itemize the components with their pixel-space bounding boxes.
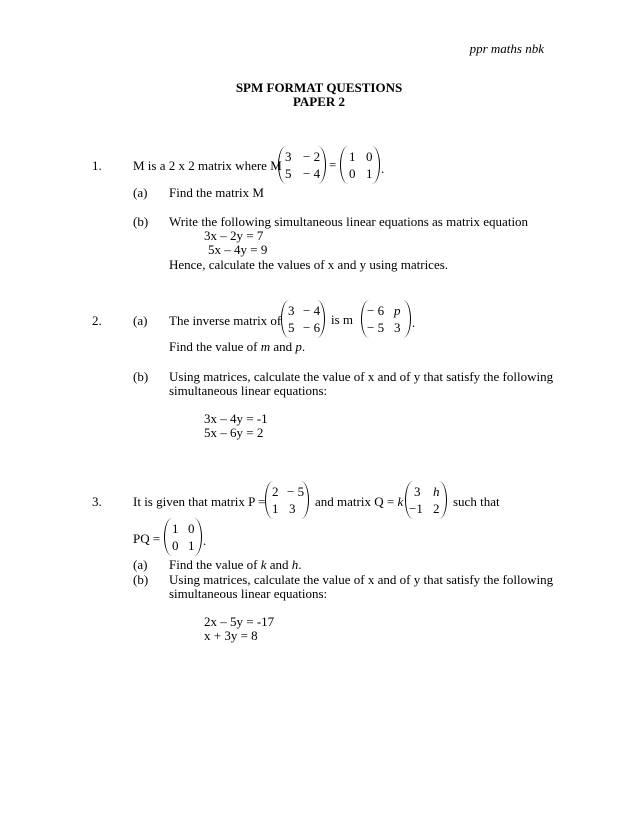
matrix-cell: − 6 (303, 320, 321, 335)
matrix-cell: 3 (289, 501, 296, 516)
q1-b-hence: Hence, calculate the values of x and y using matrices. (169, 257, 449, 272)
matrix-cell: 1 (172, 521, 179, 536)
q2-a-label: (a) (133, 313, 148, 328)
matrix-cell: 3 (288, 303, 295, 318)
matrix-cell: 0 (349, 166, 356, 181)
matrix-cell: 3 (414, 484, 421, 499)
q3-stem: It is given that matrix P = (133, 494, 266, 509)
q3-equation-2: x + 3y = 8 (204, 628, 258, 643)
q3-a-text-pre: Find the value of (169, 557, 261, 572)
matrix-cell: 3 (285, 149, 292, 164)
matrix-cell: − 6 (367, 303, 385, 318)
q3-stem-mid (315, 494, 403, 510)
q3-b-label: (b) (133, 572, 149, 587)
q3-var-k: k (397, 494, 404, 509)
matrix-cell: −1 (409, 501, 423, 516)
q3-b-line2: simultaneous linear equations: (169, 586, 328, 601)
q3-stem-mid-text: and matrix Q = (315, 494, 398, 509)
doc-title: SPM FORMAT QUESTIONS (235, 80, 403, 95)
q3-a-var-h: h (291, 557, 299, 572)
q3-identity-matrix (164, 518, 202, 556)
matrix-cell: 1 (349, 149, 356, 164)
q1-b-label: (b) (133, 214, 149, 229)
q1-equation-1: 3x – 2y = 7 (204, 228, 264, 243)
q3-number: 3. (92, 494, 102, 509)
q2-find-text: Find the value of (169, 339, 261, 354)
matrix-cell: 5 (285, 166, 292, 181)
matrix-cell: 5 (288, 320, 295, 335)
q3-pq-label: PQ = (133, 531, 161, 546)
matrix-cell: 0 (366, 149, 373, 164)
q3-a-var-k: k (260, 557, 267, 572)
q2-b-label: (b) (133, 369, 149, 384)
q2-var-p: p (295, 339, 302, 354)
q2-a-text: The inverse matrix of (169, 313, 282, 328)
doc-subtitle: PAPER 2 (292, 94, 346, 109)
q3-end: . (203, 533, 207, 548)
q2-matrix-b (361, 300, 411, 338)
matrix-cell: − 5 (367, 320, 385, 335)
matrix-cell: 0 (172, 538, 179, 553)
matrix-cell: 0 (188, 521, 195, 536)
q3-b-line1: Using matrices, calculate the value of x and of y that satisfy the following (169, 572, 554, 587)
q2-equation-2: 5x – 6y = 2 (204, 425, 264, 440)
matrix-cell: 3 (394, 320, 401, 335)
q2-a-mid: is m (331, 312, 354, 327)
q3-a-dot: . (298, 557, 302, 572)
matrix-cell: − 4 (303, 303, 321, 318)
matrix-cell: 2 (272, 484, 279, 499)
q1-stem: M is a 2 x 2 matrix where M (133, 158, 282, 173)
matrix-cell: 1 (366, 166, 373, 181)
q2-equation-1: 3x – 4y = -1 (204, 411, 268, 426)
q1-identity-matrix (340, 146, 380, 184)
q1-matrix-a (278, 146, 326, 184)
matrix-cell: 1 (272, 501, 279, 516)
q2-and: and (270, 339, 296, 354)
matrix-cell: − 2 (303, 149, 321, 164)
q3-matrix-p (265, 481, 309, 519)
q2-matrix-a (281, 300, 325, 338)
q3-matrix-q (405, 481, 447, 519)
q2-end: . (412, 315, 416, 330)
q1-a-label: (a) (133, 185, 148, 200)
matrix-cell: p (394, 303, 401, 318)
q3-a-label: (a) (133, 557, 148, 572)
matrix-cell: h (433, 484, 440, 499)
matrix-cell: − 5 (287, 484, 305, 499)
q1-a-text: Find the matrix M (169, 185, 264, 200)
q1-end: . (381, 161, 385, 176)
q1-b-text: Write the following simultaneous linear equations as matrix equation (169, 214, 529, 229)
q2-dot: . (301, 339, 306, 354)
q3-equation-1: 2x – 5y = -17 (204, 614, 275, 629)
q1-number: 1. (92, 158, 102, 173)
q3-a-and: and (266, 557, 292, 572)
q2-number: 2. (92, 313, 102, 328)
q2-var-m: m (260, 339, 271, 354)
page-header: ppr maths nbk (469, 41, 544, 56)
q3-a-text (169, 557, 302, 573)
q1-equals: = (329, 157, 337, 172)
q2-b-line2: simultaneous linear equations: (169, 383, 328, 398)
matrix-cell: 2 (433, 501, 440, 516)
matrix-cell: − 4 (303, 166, 321, 181)
q2-b-line1: Using matrices, calculate the value of x and of y that satisfy the following (169, 369, 554, 384)
q1-equation-2: 5x – 4y = 9 (208, 242, 268, 257)
q3-stem-end: such that (453, 494, 500, 509)
matrix-cell: 1 (188, 538, 195, 553)
q2-find (169, 339, 305, 355)
